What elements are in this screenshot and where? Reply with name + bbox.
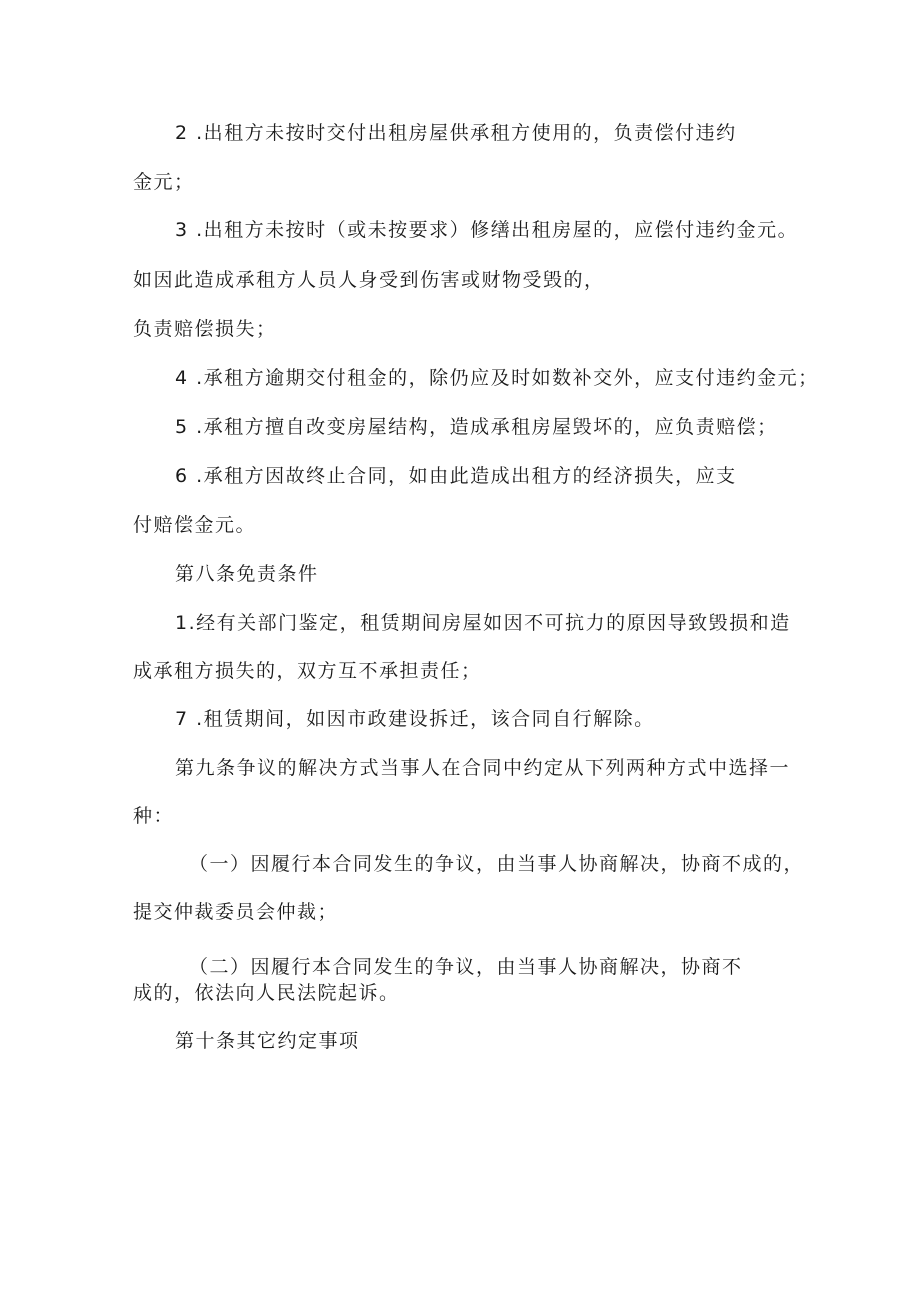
clause-7-item-3-cont-1: 如因此造成承租方人员人身受到伤害或财物受毁的， bbox=[133, 269, 605, 291]
clause-7-item-4: 4 .承租方逾期交付租金的，除仍应及时如数补交外，应支付违约金元； bbox=[175, 367, 819, 389]
clause-7-item-2: 2 .出租方未按时交付出租房屋供承租方使用的，负责偿付违约 bbox=[175, 122, 737, 144]
clause-9-option-1: （一）因履行本合同发生的争议，由当事人协商解决，协商不成的， bbox=[189, 853, 805, 875]
clause-7-item-3-cont-2: 负责赔偿损失； bbox=[133, 318, 277, 340]
clause-7-item-2-cont: 金元； bbox=[133, 171, 195, 193]
clause-8-heading: 第八条免责条件 bbox=[175, 563, 319, 585]
clause-10-heading: 第十条其它约定事项 bbox=[175, 1030, 360, 1052]
clause-8-item-1: 1.经有关部门鉴定，租赁期间房屋如因不可抗力的原因导致毁损和造 bbox=[175, 612, 791, 634]
clause-9-option-2: （二）因履行本合同发生的争议，由当事人协商解决，协商不 bbox=[189, 956, 743, 978]
clause-9-option-1-cont: 提交仲裁委员会仲裁； bbox=[133, 901, 339, 923]
clause-9-option-2-cont: 成的，依法向人民法院起诉。 bbox=[133, 982, 400, 1004]
clause-8-item-7: 7 .租赁期间，如因市政建设拆迁，该合同自行解除。 bbox=[175, 708, 655, 730]
clause-7-item-3: 3 .出租方未按时（或未按要求）修缮出租房屋的，应偿付违约金元。 bbox=[175, 219, 799, 241]
clause-9-heading-cont: 种： bbox=[133, 805, 175, 827]
clause-7-item-6: 6 .承租方因故终止合同，如由此造成出租方的经济损失，应支 bbox=[175, 465, 737, 487]
clause-8-item-1-cont: 成承租方损失的，双方互不承担责任； bbox=[133, 660, 482, 682]
clause-7-item-6-cont: 付赔偿金元。 bbox=[133, 514, 257, 536]
clause-7-item-5: 5 .承租方擅自改变房屋结构，造成承租房屋毁坏的，应负责赔偿； bbox=[175, 416, 778, 438]
clause-9-heading: 第九条争议的解决方式当事人在合同中约定从下列两种方式中选择一 bbox=[175, 757, 791, 779]
